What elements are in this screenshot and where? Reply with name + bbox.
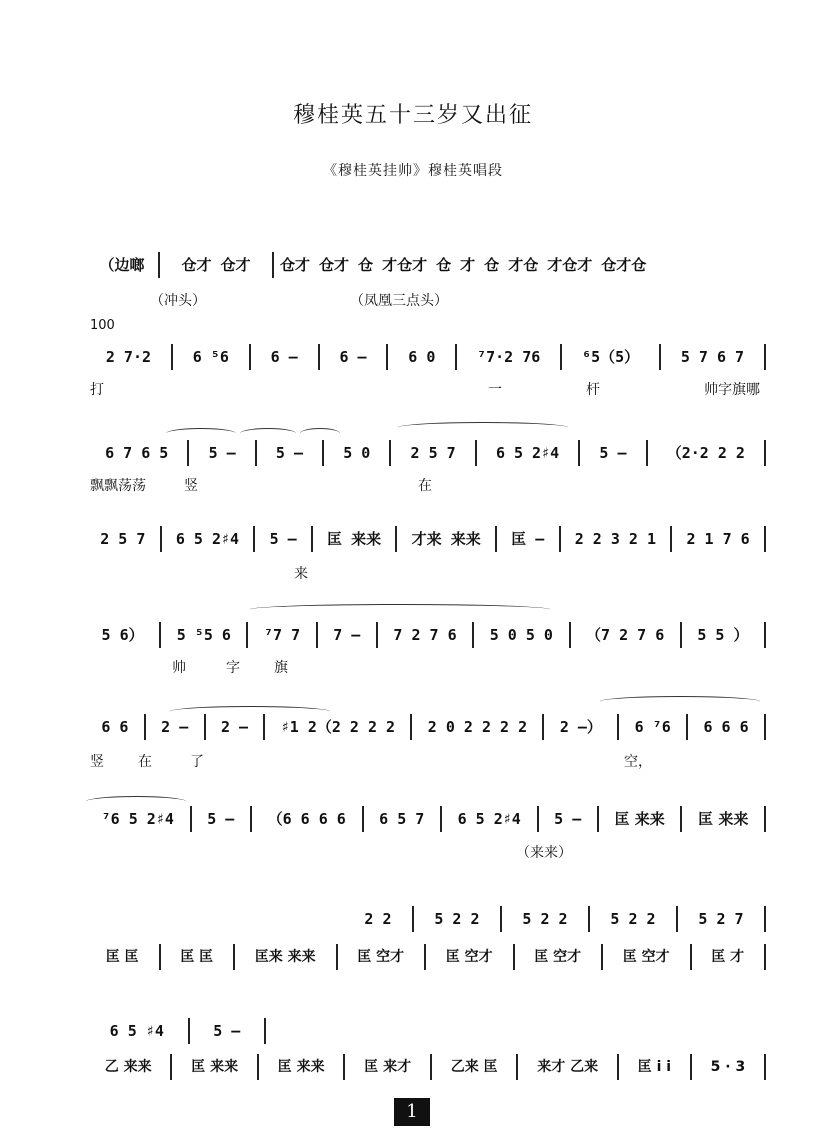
measure: 匡 空才 <box>515 944 604 970</box>
measure: 匡 空才 <box>603 944 692 970</box>
measure: 5 0 5 0 <box>474 622 570 648</box>
measure: ⁷7 7 <box>248 622 317 648</box>
measure: 6 6 <box>86 714 146 740</box>
measure: 5 2 2 <box>414 906 502 932</box>
slur <box>398 422 568 433</box>
measure: 匡 来来 <box>682 806 766 832</box>
page-subtitle: 《穆桂英挂帅》穆桂英唱段 <box>323 163 503 179</box>
score-line-3 <box>86 438 766 468</box>
lyric: 来 <box>294 566 308 582</box>
measure: 6 5 2♯4 <box>477 440 580 466</box>
score-line-5 <box>86 620 766 650</box>
lyric: 打 <box>90 382 104 398</box>
measure: 匡来 来来 <box>235 944 338 970</box>
measure: 匡 来来 <box>313 526 398 552</box>
measure: 2 2 <box>344 906 414 932</box>
measure: 匡 – <box>497 526 561 552</box>
measure: ⁷6 5 2♯4 <box>86 806 192 832</box>
lyric-line-2 <box>86 378 766 400</box>
measure: （6 6 6 6 <box>252 806 364 832</box>
lyric-line-5 <box>86 656 766 678</box>
measure: 2 –） <box>544 714 619 740</box>
measure: ♯1 2（2 2 2 2 <box>265 714 412 740</box>
score-line-2 <box>86 342 766 372</box>
measure: 匡 匡 <box>161 944 236 970</box>
score-line-1 <box>86 250 766 280</box>
measure: 6 5 2♯4 <box>162 526 256 552</box>
lyric: 了 <box>190 754 204 770</box>
lyric: 飘飘荡荡 <box>90 478 146 494</box>
lyric: 竖 <box>90 754 104 770</box>
measure: 6 ⁷6 <box>619 714 688 740</box>
lyric-line-4 <box>86 562 766 584</box>
measure: 5 · 3 <box>692 1054 766 1080</box>
measure: 5 ⁵5 6 <box>161 622 248 648</box>
lyric: 在 <box>418 478 432 494</box>
measure: 5 – <box>192 806 252 832</box>
lyric: 旗 <box>274 660 288 676</box>
measure: （边啷 <box>86 252 160 278</box>
measure: 5 5 ） <box>682 622 766 648</box>
measure: 2 1 7 6 <box>672 526 766 552</box>
measure: 5 2 2 <box>502 906 590 932</box>
score-line-6 <box>86 712 766 742</box>
measure: 匡 才 <box>692 944 767 970</box>
lyric: 杆 <box>586 382 600 398</box>
lyric: 一 <box>488 382 502 398</box>
lyric: 竖 <box>184 478 198 494</box>
measure: 乙 来来 <box>86 1054 172 1080</box>
measure: ⁶5（5） <box>562 344 661 370</box>
lyric: 空， <box>624 754 652 770</box>
measure: 2 7·2 <box>86 344 173 370</box>
measure: 匡 空才 <box>426 944 515 970</box>
measure: （7 2 7 6 <box>571 622 682 648</box>
lyric: 字 <box>226 660 240 676</box>
measure: 5 6） <box>86 622 161 648</box>
measure: 7 – <box>318 622 378 648</box>
measure: 才来 来来 <box>397 526 497 552</box>
tempo-mark: 100 <box>90 318 115 333</box>
measure: 6 ⁵6 <box>173 344 251 370</box>
measure: 6 – <box>251 344 320 370</box>
measure: 7 2 7 6 <box>378 622 474 648</box>
slur <box>250 604 550 615</box>
measure: 2 2 3 2 1 <box>561 526 673 552</box>
measure: 2 5 7 <box>86 526 162 552</box>
measure: 5 0 <box>324 440 391 466</box>
annotation: （来来） <box>516 845 572 861</box>
measure: 5 – <box>257 440 324 466</box>
measure: ⁷7·2 76 <box>457 344 562 370</box>
measure: 5 – <box>539 806 599 832</box>
measure: 匡 i i <box>619 1054 692 1080</box>
measure: 匡 匡 <box>86 944 161 970</box>
slur <box>600 696 760 707</box>
measure: 匡 来来 <box>599 806 683 832</box>
percussion-line-8 <box>86 942 766 972</box>
measure: 6 6 6 <box>688 714 766 740</box>
measure: 5 – <box>190 1018 266 1044</box>
measure: 仓才 仓才 <box>160 252 274 278</box>
measure: 2 – <box>206 714 266 740</box>
percussion-line-9 <box>86 1052 766 1082</box>
measure: 6 0 <box>388 344 457 370</box>
measure: 6 – <box>320 344 389 370</box>
measure: 匡 空才 <box>338 944 427 970</box>
score-line-9 <box>86 1016 266 1046</box>
measure: 5 7 6 7 <box>661 344 766 370</box>
measure: 匡 来来 <box>259 1054 345 1080</box>
measure: 6 7 6 5 <box>86 440 189 466</box>
annotation: （冲头） <box>150 293 206 309</box>
measure: 5 – <box>189 440 256 466</box>
annotation: （凤凰三点头） <box>350 293 448 309</box>
measure: 2 – <box>146 714 206 740</box>
score-line-8 <box>344 904 766 934</box>
measure: 5 – <box>255 526 313 552</box>
measure: 乙来 匡 <box>432 1054 518 1080</box>
measure: 2 5 7 <box>391 440 476 466</box>
measure: 5 2 7 <box>678 906 766 932</box>
measure: 5 – <box>580 440 647 466</box>
measure: 仓才 仓才 仓 才仓才 仓 才 仓 才仓 才仓才 仓才仓 <box>280 256 647 274</box>
measure: 6 5 7 <box>364 806 442 832</box>
lyric: 帅字旗哪 <box>704 382 760 398</box>
measure: 6 5 2♯4 <box>442 806 539 832</box>
measure: 来才 乙来 <box>518 1054 618 1080</box>
lyric-line-3 <box>86 474 766 496</box>
measure: （2·2 2 2 <box>648 440 766 466</box>
measure: 5 2 2 <box>590 906 678 932</box>
page-number: 1 <box>394 1098 430 1126</box>
lyric: 在 <box>138 754 152 770</box>
score-line-7 <box>86 804 766 834</box>
measure: 匡 来来 <box>172 1054 258 1080</box>
measure: 2 0 2 2 2 2 <box>412 714 544 740</box>
score-line-4 <box>86 524 766 554</box>
lyric: 帅 <box>172 660 186 676</box>
lyric-line-6 <box>86 750 766 772</box>
page-title: 穆桂英五十三岁又出征 <box>292 103 533 128</box>
measure: 匡 来才 <box>345 1054 431 1080</box>
measure: 6 5 ♯4 <box>86 1018 190 1044</box>
